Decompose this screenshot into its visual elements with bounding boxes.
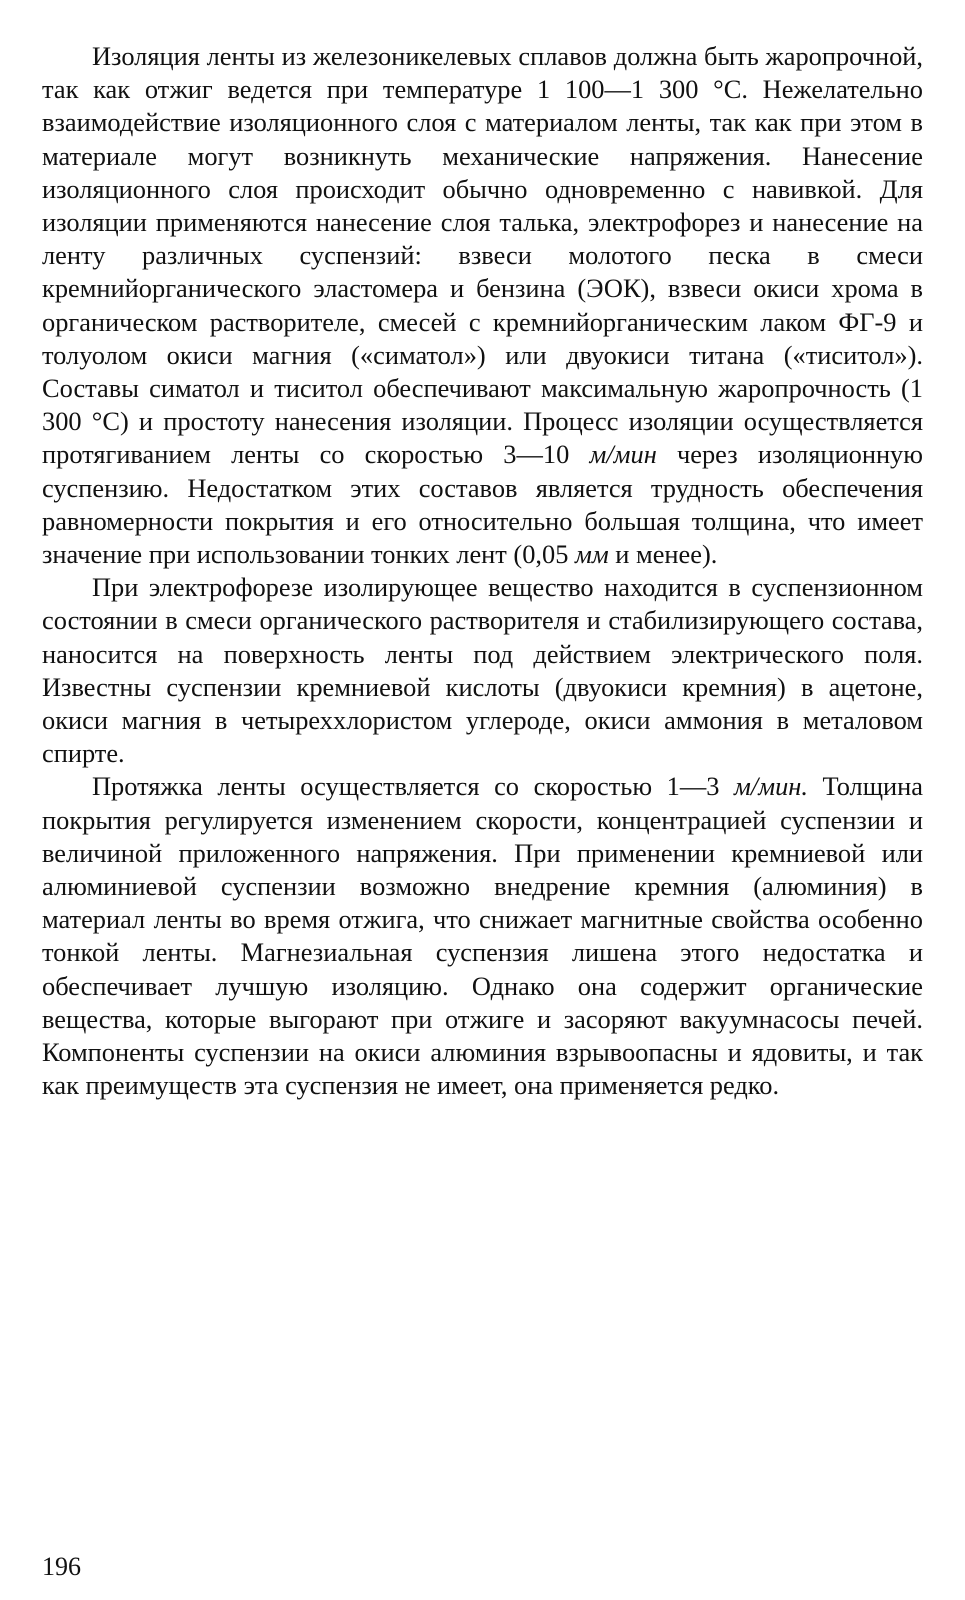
italic-unit: мм xyxy=(575,539,609,570)
text-run: Изоляция ленты из железоникелевых сплавов должна быть жаропрочной, так как отжиг ведется при температуре 1 100—1 300 °С. Нежелательно взаимодействие изоляционного слоя с материалом ленты, так как при этом в материале могут возникнуть механические напряжения. Нанесение изоляционного слоя происходит обычно одновременно с навивкой. Для изоляции применяются нанесение слоя талька, электрофорез и нанесение на ленту различных суспензий: взвеси молотого песка в смеси кремнийорганического эластомера и бензина (ЭОК), взвеси окиси хрома в органическом растворителе, смесей с кремнийорганическим лаком ФГ-9 и толуолом окиси магния («симатол») или двуокиси титана («тиситол»). Составы симатол и тиситол обеспечивают максимальную жаропрочность (1 300 °С) и простоту нанесения изоляции. Процесс изоляции осуществляется протягиванием ленты со скоростью 3—10 xyxy=(42,41,923,470)
text-run: При электрофорезе изолирующее вещество находится в суспензионном состоянии в смеси органического растворителя и стабилизирующего состава, наносится на поверхность ленты под действием электрического поля. Известны суспензии кремниевой кислоты (двуокиси кремния) в ацетоне, окиси магния в четыреххлористом углероде, окиси аммония в металовом спирте. xyxy=(42,572,923,769)
paragraph xyxy=(42,770,923,1102)
paragraph xyxy=(42,571,923,770)
italic-unit: м/мин xyxy=(589,439,657,470)
page-number: 196 xyxy=(42,1552,81,1581)
text-body xyxy=(42,40,923,1103)
text-run: Протяжка ленты осуществляется со скоростью 1—3 xyxy=(92,771,735,802)
paragraph xyxy=(42,40,923,571)
text-run: и менее). xyxy=(608,539,718,570)
italic-unit: м/мин. xyxy=(734,771,808,802)
text-run: через изоляционную суспензию. Недостатком этих составов является трудность обеспечения равномерности покрытия и его относительно большая толщина, что имеет значение при использовании тонких лент (0,05 xyxy=(42,439,923,570)
text-run: Толщина покрытия регулируется изменением скорости, концентрацией суспензии и величиной приложенного напряжения. При применении кремниевой или алюминиевой суспензии возможно внедрение кремния (алюминия) в материал ленты во время отжига, что снижает магнитные свойства особенно тонкой ленты. Магнезиальная суспензия лишена этого недостатка и обеспечивает лучшую изоляцию. Однако она содержит органические вещества, которые выгорают при отжиге и засоряют вакуумнасосы печей. Компоненты суспензии на окиси алюминия взрывоопасны и ядовиты, и так как преимуществ эта суспензия не имеет, она применяется редко. xyxy=(42,771,923,1101)
